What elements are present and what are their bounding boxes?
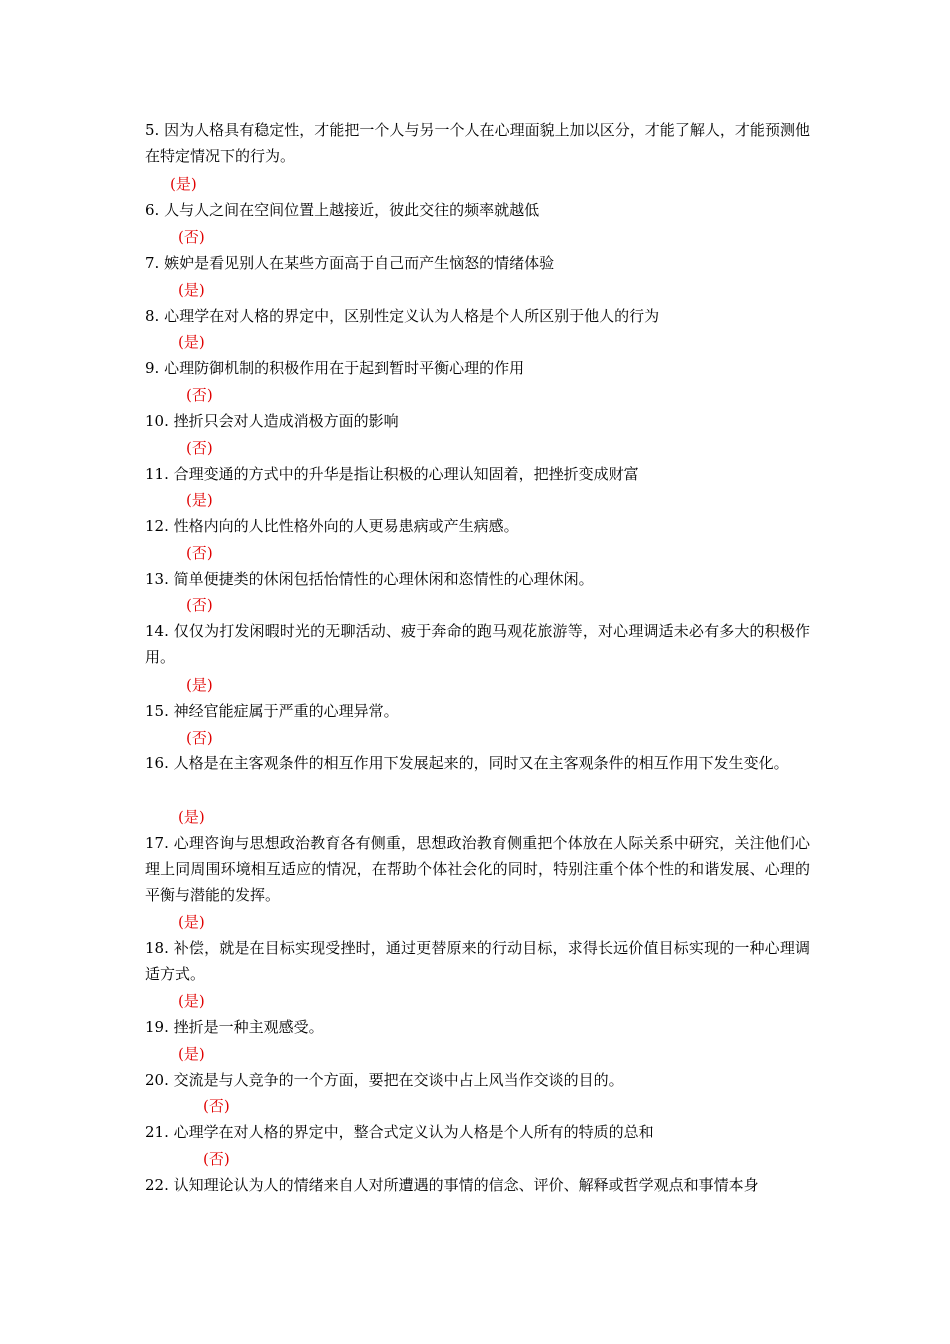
question-15: 15. 神经官能症属于严重的心理异常。 <box>145 702 399 720</box>
question-17: 17. 心理咨询与思想政治教育各有侧重，思想政治教育侧重把个体放在人际关系中研究，关注他们心理上同周围环境相互适应的情况，在帮助个体社会化的同时，特别注重个体个性的和谐发展、心理的平衡与潜能的发挥。 <box>145 834 810 904</box>
question-8: 8. 心理学在对人格的界定中，区别性定义认为人格是个人所区别于他人的行为 <box>145 307 660 325</box>
question-7: 7. 嫉妒是看见别人在某些方面高于自己而产生恼怒的情绪体验 <box>145 254 555 272</box>
answer-5: (是) <box>170 175 197 193</box>
answer-21: (否) <box>203 1150 230 1168</box>
question-11: 11. 合理变通的方式中的升华是指让积极的心理认知固着，把挫折变成财富 <box>145 465 639 483</box>
question-12: 12. 性格内向的人比性格外向的人更易患病或产生病感。 <box>145 517 519 535</box>
question-20: 20. 交流是与人竞争的一个方面，要把在交谈中占上风当作交谈的目的。 <box>145 1071 624 1089</box>
answer-7: (是) <box>178 281 205 299</box>
question-18: 18. 补偿，就是在目标实现受挫时，通过更替原来的行动目标，求得长远价值目标实现的一种心理调适方式。 <box>145 939 810 983</box>
question-5: 5. 因为人格具有稳定性，才能把一个人与另一个人在心理面貌上加以区分，才能了解人，才能预测他在特定情况下的行为。 <box>145 121 810 165</box>
question-22: 22. 认知理论认为人的情绪来自人对所遭遇的事情的信念、评价、解释或哲学观点和事情本身 <box>145 1176 759 1194</box>
question-6: 6. 人与人之间在空间位置上越接近，彼此交往的频率就越低 <box>145 201 540 219</box>
question-10: 10. 挫折只会对人造成消极方面的影响 <box>145 412 399 430</box>
answer-8: (是) <box>178 333 205 351</box>
answer-13: (否) <box>186 596 213 614</box>
question-9: 9. 心理防御机制的积极作用在于起到暂时平衡心理的作用 <box>145 359 525 377</box>
question-16: 16. 人格是在主客观条件的相互作用下发展起来的，同时又在主客观条件的相互作用下发生变化。 <box>145 754 789 772</box>
answer-17: (是) <box>178 913 205 931</box>
answer-18: (是) <box>178 992 205 1010</box>
answer-12: (否) <box>186 544 213 562</box>
answer-11: (是) <box>186 491 213 509</box>
answer-9: (否) <box>186 386 213 404</box>
question-19: 19. 挫折是一种主观感受。 <box>145 1018 324 1036</box>
answer-19: (是) <box>178 1045 205 1063</box>
answer-15: (否) <box>186 729 213 747</box>
answer-10: (否) <box>186 439 213 457</box>
question-21: 21. 心理学在对人格的界定中，整合式定义认为人格是个人所有的特质的总和 <box>145 1123 654 1141</box>
question-13: 13. 简单便捷类的休闲包括怡情性的心理休闲和恣情性的心理休闲。 <box>145 570 594 588</box>
answer-16: (是) <box>178 808 205 826</box>
answer-20: (否) <box>203 1097 230 1115</box>
question-14: 14. 仅仅为打发闲暇时光的无聊活动、疲于奔命的跑马观花旅游等，对心理调适未必有多大的积极作用。 <box>145 622 810 666</box>
answer-14: (是) <box>186 676 213 694</box>
answer-6: (否) <box>178 228 205 246</box>
